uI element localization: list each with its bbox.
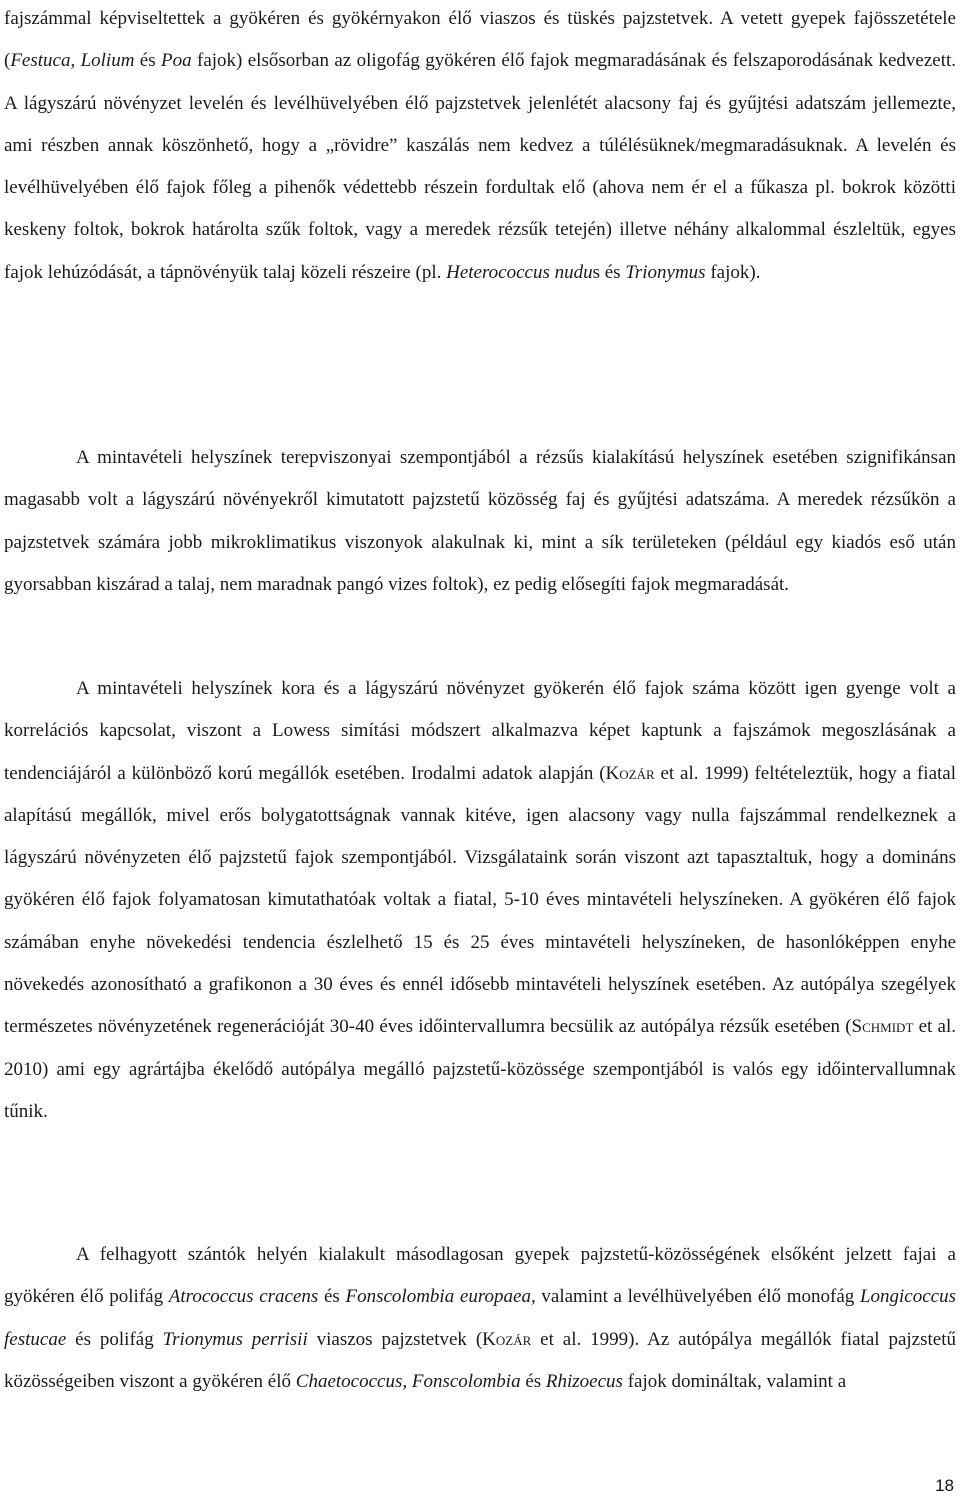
italic-taxon-name: Chaetococcus, Fonscolombia: [295, 1370, 521, 1392]
body-paragraph-1: [4, 0, 956, 294]
text-segment: et al. 1999). Az autópálya megállók fiatal pajzstetű közösségeiben viszont a gyökéren élő: [4, 1328, 956, 1392]
italic-taxon-name: Rhizoecus: [545, 1370, 623, 1392]
italic-taxon-name: Trionymus: [625, 261, 706, 283]
text-segment: fajszámmal képviseltettek a gyökéren és gyökérnyakon élő viaszos és tüskés pajzstetvek. A vetett gyepek fajösszetétele (: [4, 8, 956, 72]
author-name-smallcaps: chmidt: [862, 1016, 914, 1038]
author-name-smallcaps: ozár: [495, 1328, 532, 1350]
text-segment: valamint a levélhüvelyében élő monofág: [535, 1286, 860, 1308]
text-segment: fajok domináltak, valamint a: [622, 1370, 847, 1392]
italic-taxon-name: Trionymus perrisii: [162, 1328, 308, 1350]
text-segment: A mintavételi helyszínek kora és a lágyszárú növényzet gyökerén élő fajok száma között igen gyenge volt a korrelációs kapcsolat, viszont a Lowess simítási módszert alkalmazva képet kaptunk a fajszámok megoszlásának a tendenciájáról a különböző korú megállók esetében. Irodalmi adatok alapján (K: [4, 678, 956, 784]
text-segment: viaszos pajzstetvek (K: [307, 1328, 496, 1350]
italic-taxon-name: Longicoccus festucae: [4, 1286, 956, 1350]
body-paragraph-2: [4, 437, 956, 606]
text-segment: A mintavételi helyszínek terepviszonyai szempontjából a rézsűs kialakítású helyszínek esetében szignifikánsan magasabb volt a lágyszárú növényekről kimutatott pajzstetű közösség faj és gyűjtési adatszáma. A meredek rézsűkön a pajzstetvek számára jobb mikroklimatikus viszonyok alakulnak ki, mint a sík területeken (például egy kiadós eső után gyorsabban kiszárad a talaj, nem maradnak pangó vizes foltok), ez pedig elősegíti fajok megmaradását.: [4, 447, 956, 595]
text-segment: fajok).: [705, 261, 761, 283]
italic-taxon-name: Poa: [161, 50, 192, 72]
italic-taxon-name: Fonscolombia europaea,: [345, 1286, 536, 1308]
body-paragraph-3: [4, 668, 956, 1133]
text-segment: és: [134, 50, 162, 72]
italic-taxon-name: Festuca, Lolium: [10, 50, 135, 72]
text-segment: és: [520, 1370, 546, 1392]
text-segment: és polifág: [66, 1328, 163, 1350]
author-name-smallcaps: ozár: [619, 762, 655, 784]
text-segment: fajok) elsősorban az oligofág gyökéren élő fajok megmaradásának és felszaporodásának kedvezett. A lágyszárú növényzet levelén és levélhüvelyében élő pajzstetvek jelenlétét alacsony faj és gyűjtési adatszám jellemezte, ami részben annak köszönhető, hogy a „rövidre” kaszálás nem kedvez a túlélésüknek/megmaradásuknak. A levelén és levélhüvelyében élő fajok főleg a pihenők védettebb részein fordultak elő (ahova nem ér el a fűkasza pl. bokrok közötti keskeny foltok, bokrok határolta szűk foltok, vagy a meredek rézsűk tetején) illetve néhány alkalommal észleltük, egyes fajok lehúzódását, a tápnövényük talaj közeli részeire (pl.: [4, 50, 956, 283]
italic-taxon-name: Heterococcus nudu: [446, 261, 593, 283]
text-segment: és: [318, 1286, 346, 1308]
text-segment: et al. 2010) ami egy agrártájba ékelődő autópálya megálló pajzstetű-közössége szempontjából is valós egy időintervallumnak tűnik.: [4, 1016, 956, 1122]
body-paragraph-4: [4, 1234, 956, 1403]
page-number: 18: [935, 1476, 954, 1495]
text-segment: A felhagyott szántók helyén kialakult másodlagosan gyepek pajzstetű-közösségének elsőként jelzett fajai a gyökéren élő polifág: [4, 1244, 956, 1308]
italic-taxon-name: Atrococcus cracens: [168, 1286, 319, 1308]
text-segment: et al. 1999) feltételeztük, hogy a fiatal alapítású megállók, mivel erős bolygatottságnak vannak kitéve, igen alacsony vagy nulla fajszámmal rendelkeznek a lágyszárú növényzeten élő pajzstetű fajok szempontjából. Vizsgálataink során viszont azt tapasztaltuk, hogy a domináns gyökéren élő fajok folyamatosan kimutathatóak voltak a fiatal, 5-10 éves mintavételi helyszíneken. A gyökéren élő fajok számában enyhe növekedési tendencia észlelhető 15 és 25 éves mintavételi helyszíneken, de hasonlóképpen enyhe növekedés azonosítható a grafikonon a 30 éves és ennél idősebb mintavételi helyszínek esetében. Az autópálya szegélyek természetes növényzetének regenerációját 30-40 éves időintervallumra becsülik az autópálya rézsűk esetében (S: [4, 762, 956, 1038]
text-segment: s és: [592, 261, 626, 283]
